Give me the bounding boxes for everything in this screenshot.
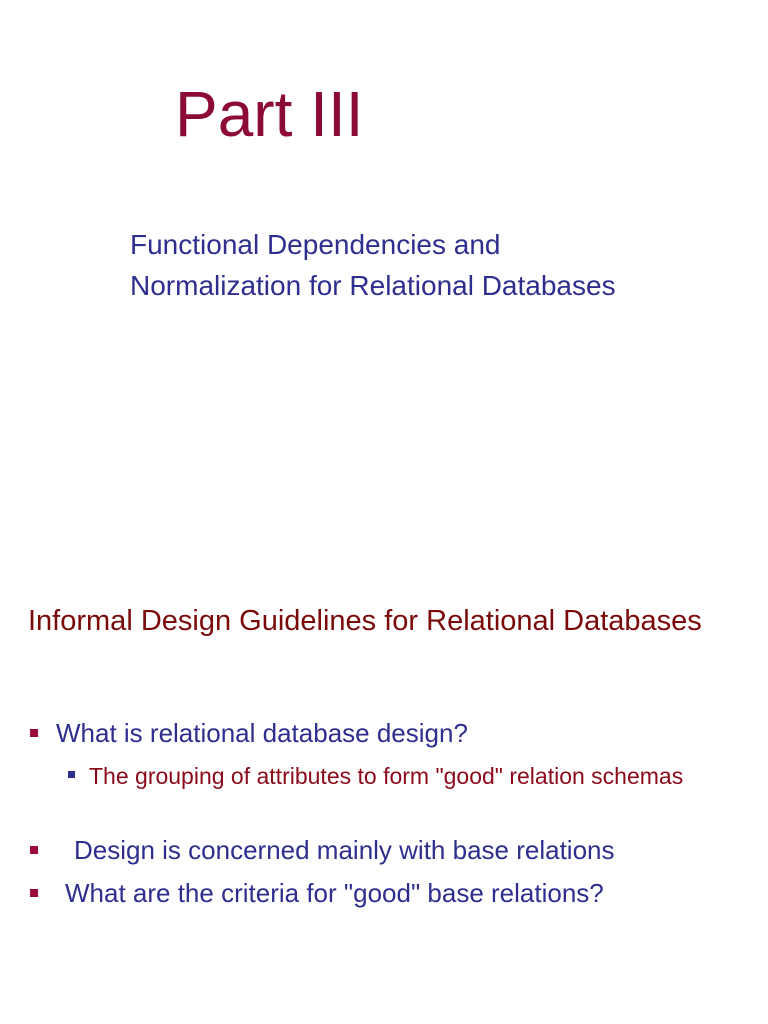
bullet-text: What is relational database design?: [56, 718, 468, 748]
square-bullet-icon: [30, 846, 38, 854]
square-bullet-icon: [68, 771, 75, 778]
slide-subtitle: Functional Dependencies and Normalization for Relational Databases: [130, 229, 616, 301]
bullet-text: The grouping of attributes to form "good" relation schemas: [89, 763, 684, 789]
part-title: Part III: [175, 78, 364, 150]
square-bullet-icon: [30, 889, 38, 897]
bullet-item: [30, 716, 468, 750]
bullet-text: Design is concerned mainly with base relations: [74, 835, 615, 865]
sub-bullet-item: [68, 760, 709, 793]
bullet-item: [30, 833, 615, 867]
bullet-item: [30, 876, 604, 910]
square-bullet-icon: [30, 729, 38, 737]
bullet-text: What are the criteria for "good" base relations?: [65, 878, 604, 908]
section-heading: Informal Design Guidelines for Relational Databases: [28, 605, 702, 637]
